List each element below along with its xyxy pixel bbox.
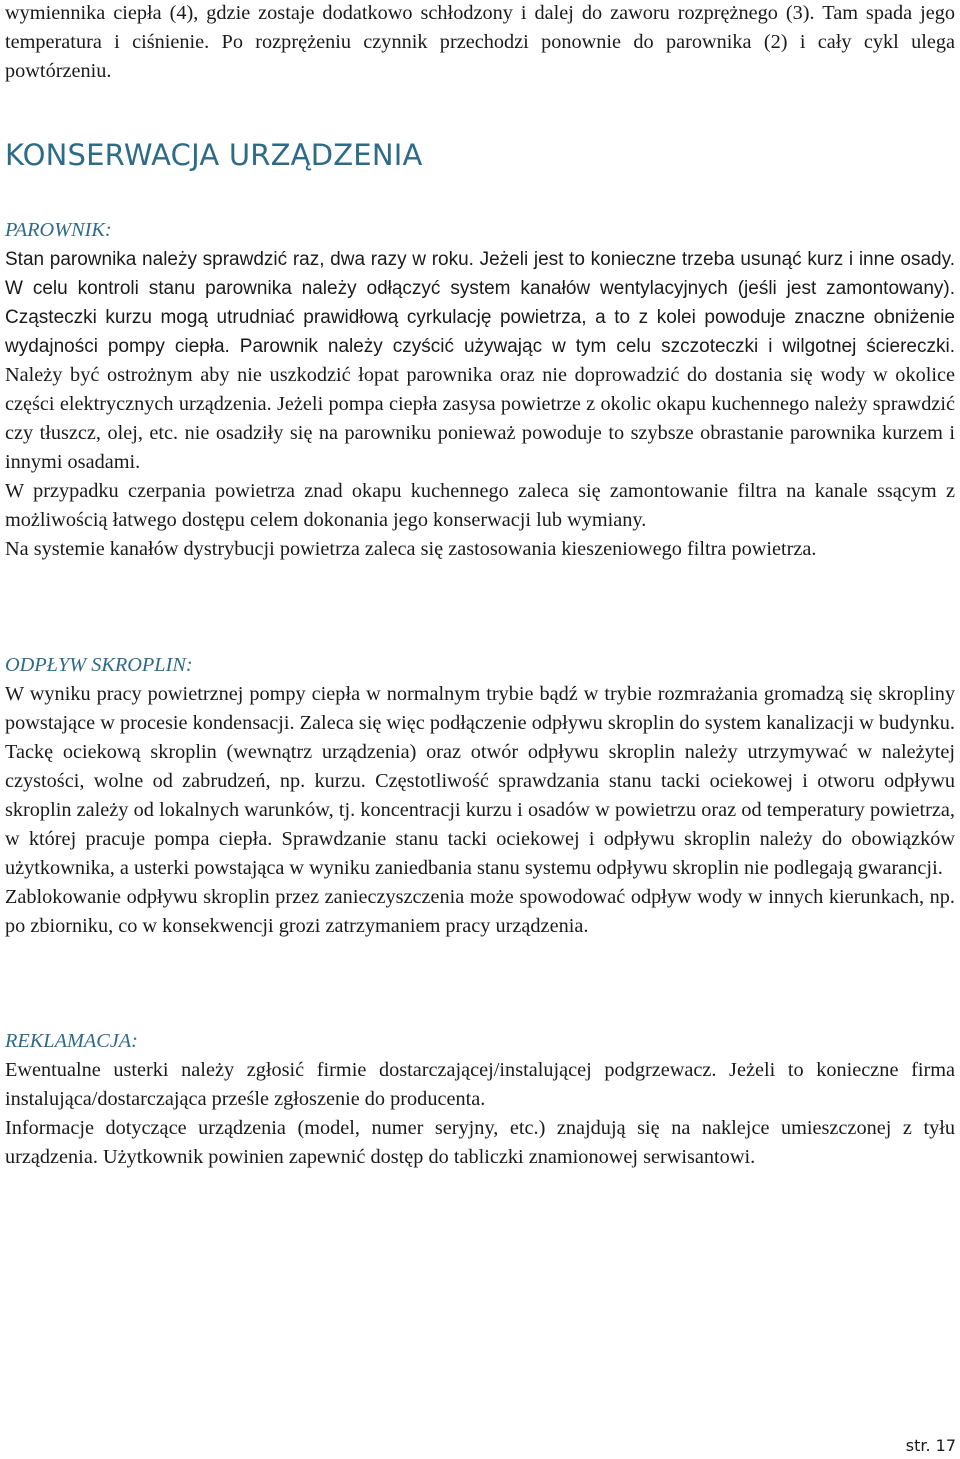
intro-paragraph: wymiennika ciepła (4), gdzie zostaje dodatkowo schłodzony i dalej do zaworu rozprężnego (3). Tam spada jego temperatura i ciśnienie. Po rozprężeniu czynnik przechodzi ponownie do parownika (2) i cały cykl ulega powtórzeniu. xyxy=(5,2,955,82)
parownik-paragraph-1 xyxy=(5,245,955,477)
reklamacja-paragraph-1: Ewentualne usterki należy zgłosić firmie dostarczającej/instalującej podgrzewacz. Jeżeli to konieczne firma instalująca/dostarczająca prześle zgłoszenie do producenta. xyxy=(5,1059,955,1110)
reklamacja-section xyxy=(5,1027,955,1172)
parownik-heading: PAROWNIK: xyxy=(5,219,112,241)
parownik-paragraph-1-sans: Stan parownika należy sprawdzić raz, dwa razy w roku. Jeżeli jest to konieczne trzeba usunąć kurz i inne osady. W celu kontroli stanu parownika należy odłączyć system kanałów wentylacyjnych (jeśli jest zamontowany). Cząsteczki kurzu mogą utrudniać prawidłową cyrkulację powietrza, a to z kolei powoduje znaczne obniżenie wydajności pompy ciepła. Parownik należy czyścić używając w tym celu szczoteczki i wilgotnej ściereczki. xyxy=(5,249,955,357)
section-title: KONSERWACJA URZĄDZENIA xyxy=(5,138,423,172)
odplyw-heading: ODPŁYW SKROPLIN: xyxy=(5,654,193,676)
reklamacja-heading: REKLAMACJA: xyxy=(5,1030,138,1052)
parownik-paragraph-1-serif: Należy być ostrożnym aby nie uszkodzić łopat parownika oraz nie doprowadzić do dostania się wody w okolice części elektrycznych urządzenia. Jeżeli pompa ciepła zasysa powietrze z okolic okapu kuchennego należy sprawdzić czy tłuszcz, olej, etc. nie osadziły się na parowniku ponieważ powoduje to szybsze obrastanie parownika kurzem i innymi osadami. xyxy=(5,364,955,473)
odplyw-paragraph-1: W wyniku pracy powietrznej pompy ciepła w normalnym trybie bądź w trybie rozmrażania gromadzą się skropliny powstające w procesie kondensacji. Zaleca się więc podłączenie odpływu skroplin do system kanalizacji w budynku. Tackę ociekową skroplin (wewnątrz urządzenia) oraz otwór odpływu skroplin należy utrzymywać w należytej czystości, wolne od zabrudzeń, np. kurzu. Częstotliwość sprawdzania stanu tacki ociekowej i otworu odpływu skroplin zależy od lokalnych warunków, tj. koncentracji kurzu i osadów w powietrzu oraz od temperatury powietrza, w której pracuje pompa ciepła. Sprawdzanie stanu tacki ociekowej i odpływu skroplin należy do obowiązków użytkownika, a usterki powstająca w wyniku zaniedbania stanu systemu odpływu skroplin nie podlegają gwarancji. xyxy=(5,683,955,879)
parownik-paragraph-3: Na systemie kanałów dystrybucji powietrza zaleca się zastosowania kieszeniowego filtra powietrza. xyxy=(5,538,817,560)
odplyw-section xyxy=(5,651,955,941)
odplyw-paragraph-2: Zablokowanie odpływu skroplin przez zanieczyszczenia może spowodować odpływ wody w innych kierunkach, np. po zbiorniku, co w konsekwencji grozi zatrzymaniem pracy urządzenia. xyxy=(5,886,955,937)
parownik-section xyxy=(5,216,955,564)
reklamacja-paragraph-2: Informacje dotyczące urządzenia (model, numer seryjny, etc.) znajdują się na naklejce umieszczonej z tyłu urządzenia. Użytkownik powinien zapewnić dostęp do tabliczki znamionowej serwisantowi. xyxy=(5,1117,955,1168)
page-number: str. 17 xyxy=(905,1436,956,1455)
parownik-paragraph-2: W przypadku czerpania powietrza znad okapu kuchennego zaleca się zamontowanie filtra na kanale ssącym z możliwością łatwego dostępu celem dokonania jego konserwacji lub wymiany. xyxy=(5,480,955,531)
